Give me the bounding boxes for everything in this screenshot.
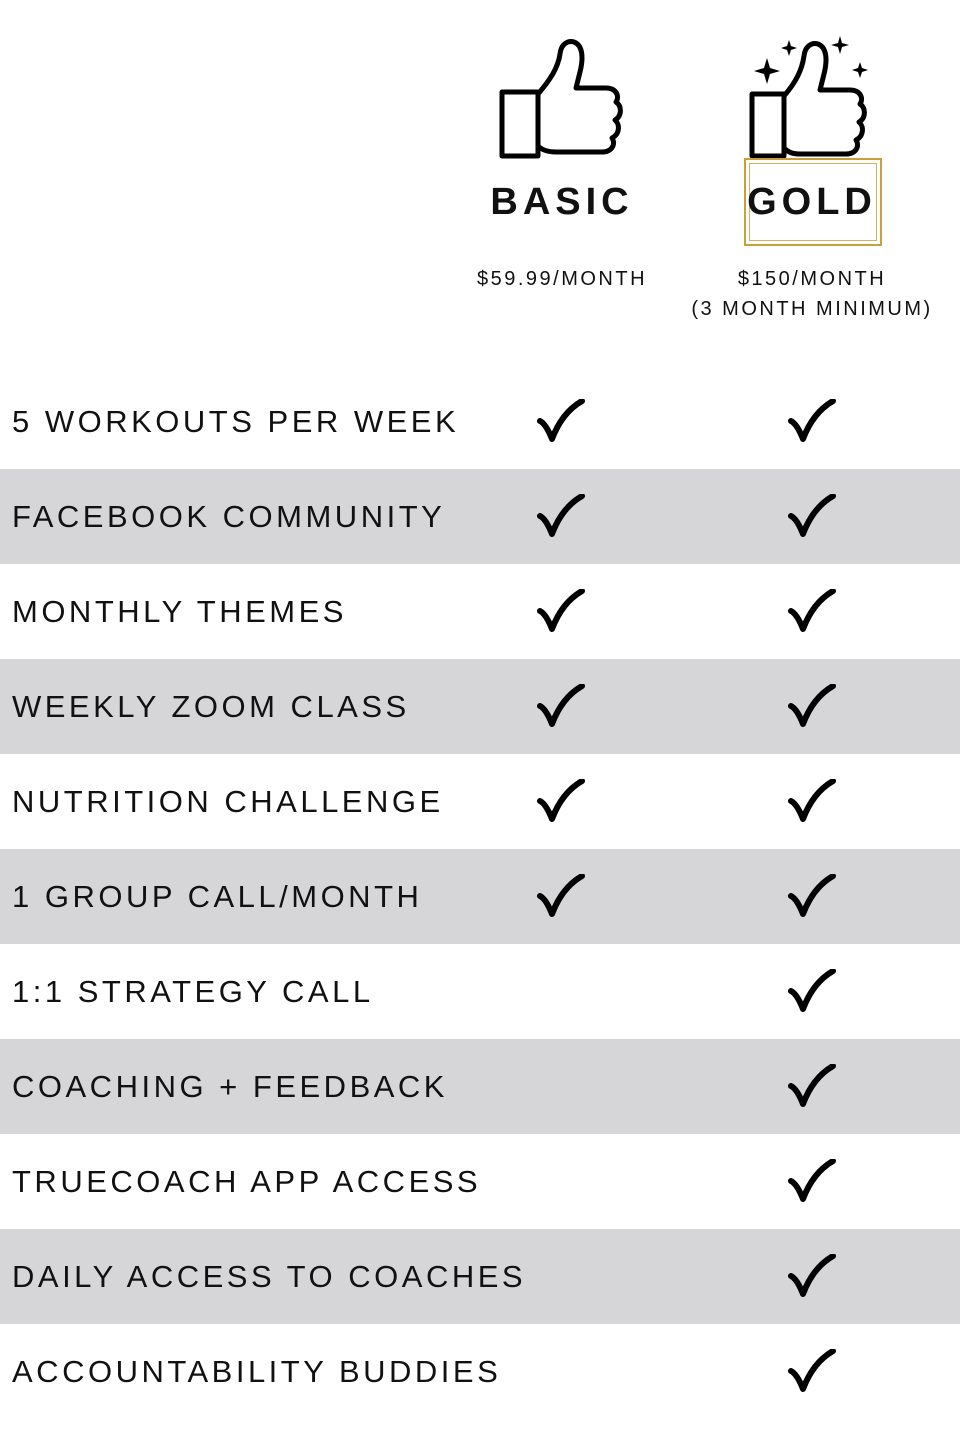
- feature-label: DAILY ACCESS TO COACHES: [12, 1259, 527, 1294]
- feature-label: TRUECOACH APP ACCESS: [12, 1164, 482, 1199]
- gold-check-icon: [787, 779, 837, 823]
- sparkle-icon: [852, 62, 868, 78]
- feature-row: [0, 1229, 960, 1324]
- feature-label: 1 GROUP CALL/MONTH: [12, 879, 423, 914]
- gold-check-icon: [787, 1064, 837, 1108]
- feature-row: [0, 659, 960, 754]
- feature-label: WEEKLY ZOOM CLASS: [12, 689, 410, 724]
- sparkle-icon: [754, 58, 780, 84]
- gold-check-icon: [787, 399, 837, 443]
- gold-plan-name: GOLD: [747, 181, 877, 223]
- feature-label: FACEBOOK COMMUNITY: [12, 499, 446, 534]
- sparkle-icon: [831, 36, 849, 54]
- feature-row: [0, 564, 960, 659]
- feature-label: COACHING + FEEDBACK: [12, 1069, 448, 1104]
- basic-check-icon: [536, 684, 586, 728]
- gold-check-icon: [787, 1254, 837, 1298]
- feature-label: NUTRITION CHALLENGE: [12, 784, 444, 819]
- feature-label: 5 WORKOUTS PER WEEK: [12, 404, 460, 439]
- feature-row: [0, 849, 960, 944]
- feature-row: [0, 374, 960, 469]
- gold-check-icon: [787, 684, 837, 728]
- feature-row: [0, 944, 960, 1039]
- gold-check-icon: [787, 874, 837, 918]
- gold-check-icon: [787, 969, 837, 1013]
- basic-plan-price: $59.99/MONTH: [476, 268, 648, 290]
- feature-row: [0, 469, 960, 564]
- basic-check-icon: [536, 779, 586, 823]
- feature-label: MONTHLY THEMES: [12, 594, 347, 629]
- basic-check-icon: [536, 399, 586, 443]
- feature-row: [0, 754, 960, 849]
- feature-row: [0, 1134, 960, 1229]
- feature-row: [0, 1039, 960, 1134]
- basic-plan-name: BASIC: [490, 181, 634, 223]
- sparkle-icon: [781, 40, 797, 56]
- feature-label: ACCOUNTABILITY BUDDIES: [12, 1354, 502, 1389]
- feature-label: 1:1 STRATEGY CALL: [12, 974, 374, 1009]
- sparkling-thumbs-up-icon: [662, 0, 960, 170]
- basic-check-icon: [536, 874, 586, 918]
- gold-plan-price: $150/MONTH (3 MONTH MINIMUM): [691, 268, 933, 320]
- gold-check-icon: [787, 1349, 837, 1393]
- feature-row: [0, 1324, 960, 1419]
- gold-check-icon: [787, 494, 837, 538]
- features-table: [0, 374, 960, 1419]
- basic-check-icon: [536, 589, 586, 633]
- basic-check-icon: [536, 494, 586, 538]
- gold-check-icon: [787, 1159, 837, 1203]
- gold-check-icon: [787, 589, 837, 633]
